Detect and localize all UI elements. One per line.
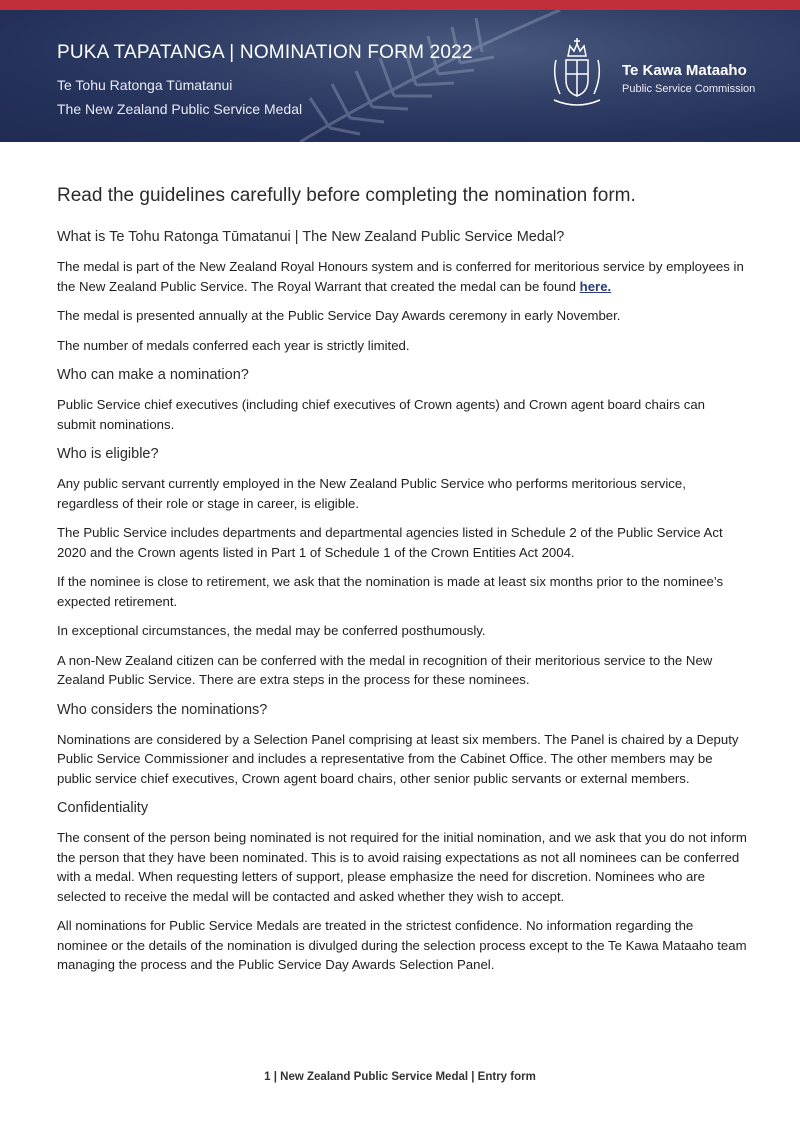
paragraph: Public Service chief executives (including chief executives of Crown agents) and Crown agent board chairs can submit nominations. bbox=[57, 397, 705, 432]
page-heading: Read the guidelines carefully before completing the nomination form. bbox=[57, 185, 636, 206]
page-footer: 1 | New Zealand Public Service Medal | Entry form bbox=[264, 1071, 536, 1083]
paragraph: All nominations for Public Service Medals are treated in the strictest confidence. No information regarding the nominee or the details of the nomination is divulged during the selection process except to the Te Kawa Mataaho team managing the process and the Public Service Day Awards Selection Panel. bbox=[57, 918, 747, 972]
section-heading-what-is: What is Te Tohu Ratonga Tūmatanui | The New Zealand Public Service Medal? bbox=[57, 229, 565, 245]
paragraph: The medal is part of the New Zealand Royal Honours system and is conferred for meritorious service by employees in the New Zealand Public Service. The Royal Warrant that created the medal can be found here. bbox=[57, 259, 744, 294]
section-heading-who-can-nominate: Who can make a nomination? bbox=[57, 367, 249, 383]
section-heading-eligibility: Who is eligible? bbox=[57, 446, 159, 462]
medal-name-maori: Te Tohu Ratonga Tūmatanui bbox=[57, 77, 233, 93]
form-title: PUKA TAPATANGA | NOMINATION FORM 2022 bbox=[57, 42, 473, 63]
paragraph: Any public servant currently employed in the New Zealand Public Service who performs meritorious service, regardless of their role or stage in career, is eligible. bbox=[57, 476, 686, 511]
org-subtitle: Public Service Commission bbox=[622, 83, 756, 95]
accent-bar bbox=[0, 0, 800, 10]
org-name: Te Kawa Mataaho bbox=[622, 62, 747, 79]
paragraph: The number of medals conferred each year is strictly limited. bbox=[57, 337, 410, 353]
paragraph: Nominations are considered by a Selection Panel comprising at least six members. The Panel is chaired by a Deputy Public Service Commissioner and includes a representative from the Cabinet Office. The other members may be public service chief executives, Crown agent board chairs, other senior public servants or external members. bbox=[57, 731, 739, 786]
medal-name-english: The New Zealand Public Service Medal bbox=[57, 101, 303, 117]
nz-coat-of-arms-icon bbox=[546, 36, 608, 112]
paragraph: In exceptional circumstances, the medal may be conferred posthumously. bbox=[57, 623, 486, 638]
paragraph: A non-New Zealand citizen can be conferred with the medal in recognition of their meritorious service to the New Zealand Public Service. There are extra steps in the process for these nominees. bbox=[57, 652, 713, 687]
guidelines-content bbox=[57, 183, 747, 985]
paragraph: If the nominee is close to retirement, we ask that the nomination is made at least six months prior to the nominee’s expected retirement. bbox=[57, 574, 724, 609]
section-heading-confidentiality: Confidentiality bbox=[57, 800, 149, 816]
paragraph: The medal is presented annually at the Public Service Day Awards ceremony in early November. bbox=[57, 308, 621, 323]
section-heading-selection-panel: Who considers the nominations? bbox=[57, 701, 268, 718]
header-banner bbox=[0, 10, 800, 142]
paragraph: The consent of the person being nominated is not required for the initial nomination, and we ask that you do not inform the person that they have been nominated. This is to avoid raising expectations as not all nominees can be conferred with a medal. When requesting letters of support, please emphasize the need for discretion. Nominees who are selected to receive the medal will be contacted and asked whether they wish to accept. bbox=[57, 830, 747, 904]
paragraph: The Public Service includes departments and departmental agencies listed in Schedule 2 of the Public Service Act 2020 and the Crown agents listed in Part 1 of Schedule 1 of the Crown Entities Act 2004. bbox=[57, 525, 723, 560]
royal-warrant-link[interactable]: here. bbox=[579, 278, 612, 294]
